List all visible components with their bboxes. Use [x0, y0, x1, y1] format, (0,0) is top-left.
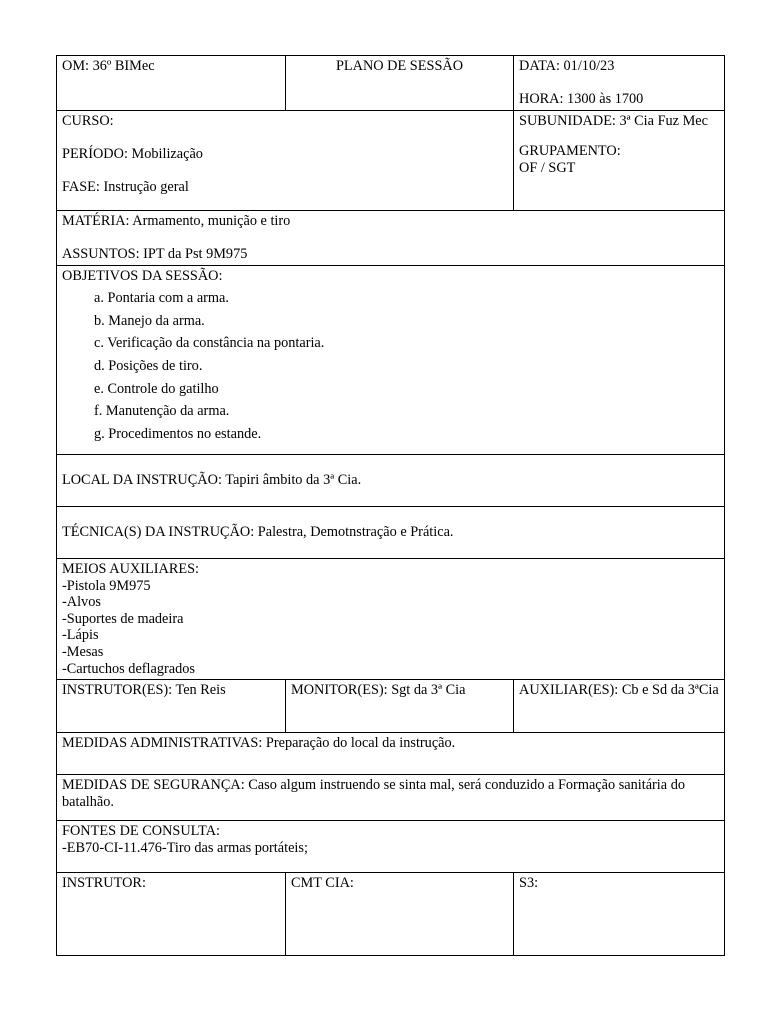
materia-row — [57, 211, 725, 266]
seguranca-row — [57, 775, 725, 821]
admin-cell — [57, 733, 725, 775]
list-item: -Alvos — [62, 594, 101, 611]
list-item: g. Procedimentos no estande. — [94, 426, 262, 443]
medidas-seguranca-text: MEDIDAS DE SEGURANÇA: Caso algum instruendo se sinta mal, será conduzido a Formação sanitária do batalhão. — [62, 777, 685, 811]
monitores-text: MONITOR(ES): Sgt da 3ª Cia — [291, 682, 466, 699]
objetivos-cell — [57, 266, 725, 455]
meios-heading: MEIOS AUXILIARES: — [62, 561, 200, 577]
fontes-row — [57, 821, 725, 873]
om-cell — [57, 56, 286, 111]
local-row — [57, 455, 725, 507]
list-item: -Mesas — [62, 643, 104, 660]
auxiliares-text: AUXILIAR(ES): Cb e Sd da 3ªCia — [519, 682, 719, 699]
fase-text: FASE: Instrução geral — [62, 179, 189, 195]
instrutores-cell — [57, 680, 286, 733]
tecnica-cell — [57, 507, 725, 559]
objetivos-row — [57, 266, 725, 455]
date-cell — [514, 56, 725, 111]
list-item: c. Verificação da constância na pontaria. — [94, 335, 325, 352]
list-item: e. Controle do gatilho — [94, 380, 219, 397]
tecnica-text: TÉCNICA(S) DA INSTRUÇÃO: Palestra, Demotnstração e Prática. — [62, 524, 454, 540]
course-row — [57, 111, 725, 211]
list-item: -Suportes de madeira — [62, 610, 184, 627]
course-cell — [57, 111, 514, 211]
list-item: -Cartuchos deflagrados — [62, 660, 195, 677]
objetivos-list — [62, 290, 719, 443]
tecnica-row — [57, 507, 725, 559]
header-row — [57, 56, 725, 111]
subunidade-text: SUBUNIDADE: 3ª Cia Fuz Mec — [519, 113, 708, 129]
session-plan-table — [56, 55, 725, 956]
title-cell — [286, 56, 514, 111]
objetivos-heading: OBJETIVOS DA SESSÃO: — [62, 268, 223, 284]
signatures-row — [57, 873, 725, 956]
list-item: f. Manutenção da arma. — [94, 403, 230, 420]
assuntos-text: ASSUNTOS: IPT da Pst 9M975 — [62, 246, 248, 262]
monitores-cell — [286, 680, 514, 733]
medidas-admin-text: MEDIDAS ADMINISTRATIVAS: Preparação do local da instrução. — [62, 735, 456, 752]
hour-text: HORA: 1300 às 1700 — [519, 91, 644, 107]
materia-cell — [57, 211, 725, 266]
grupamento-label: GRUPAMENTO: — [519, 143, 621, 159]
instrutor-signature-cell — [57, 873, 286, 956]
om-text: OM: 36º BIMec — [62, 58, 155, 74]
list-item: -Pistola 9M975 — [62, 577, 151, 594]
list-item: a. Pontaria com a arma. — [94, 290, 229, 306]
cmt-cia-label: CMT CIA: — [291, 875, 354, 892]
auxiliares-cell — [514, 680, 725, 733]
local-text: LOCAL DA INSTRUÇÃO: Tapiri âmbito da 3ª Cia. — [62, 472, 362, 488]
date-text: DATA: 01/10/23 — [519, 58, 615, 74]
grupamento-value: OF / SGT — [519, 160, 576, 176]
subunit-cell — [514, 111, 725, 211]
instrutor-label: INSTRUTOR: — [62, 875, 146, 892]
fontes-heading: FONTES DE CONSULTA: — [62, 823, 220, 840]
cmt-cia-signature-cell — [286, 873, 514, 956]
meios-cell — [57, 559, 725, 680]
s3-label: S3: — [519, 875, 539, 892]
periodo-text: PERÍODO: Mobilização — [62, 146, 203, 162]
s3-signature-cell — [514, 873, 725, 956]
list-item: d. Posições de tiro. — [94, 358, 203, 375]
instrutores-text: INSTRUTOR(ES): Ten Reis — [62, 682, 226, 699]
meios-row — [57, 559, 725, 680]
admin-row — [57, 733, 725, 775]
staff-row — [57, 680, 725, 733]
fontes-item: -EB70-CI-11.476-Tiro das armas portáteis; — [62, 840, 308, 857]
list-item: -Lápis — [62, 627, 99, 644]
fontes-cell — [57, 821, 725, 873]
curso-text: CURSO: — [62, 113, 114, 129]
seguranca-cell — [57, 775, 725, 821]
local-cell — [57, 455, 725, 507]
plan-title: PLANO DE SESSÃO — [335, 58, 464, 74]
materia-text: MATÉRIA: Armamento, munição e tiro — [62, 213, 291, 229]
list-item: b. Manejo da arma. — [94, 312, 205, 329]
